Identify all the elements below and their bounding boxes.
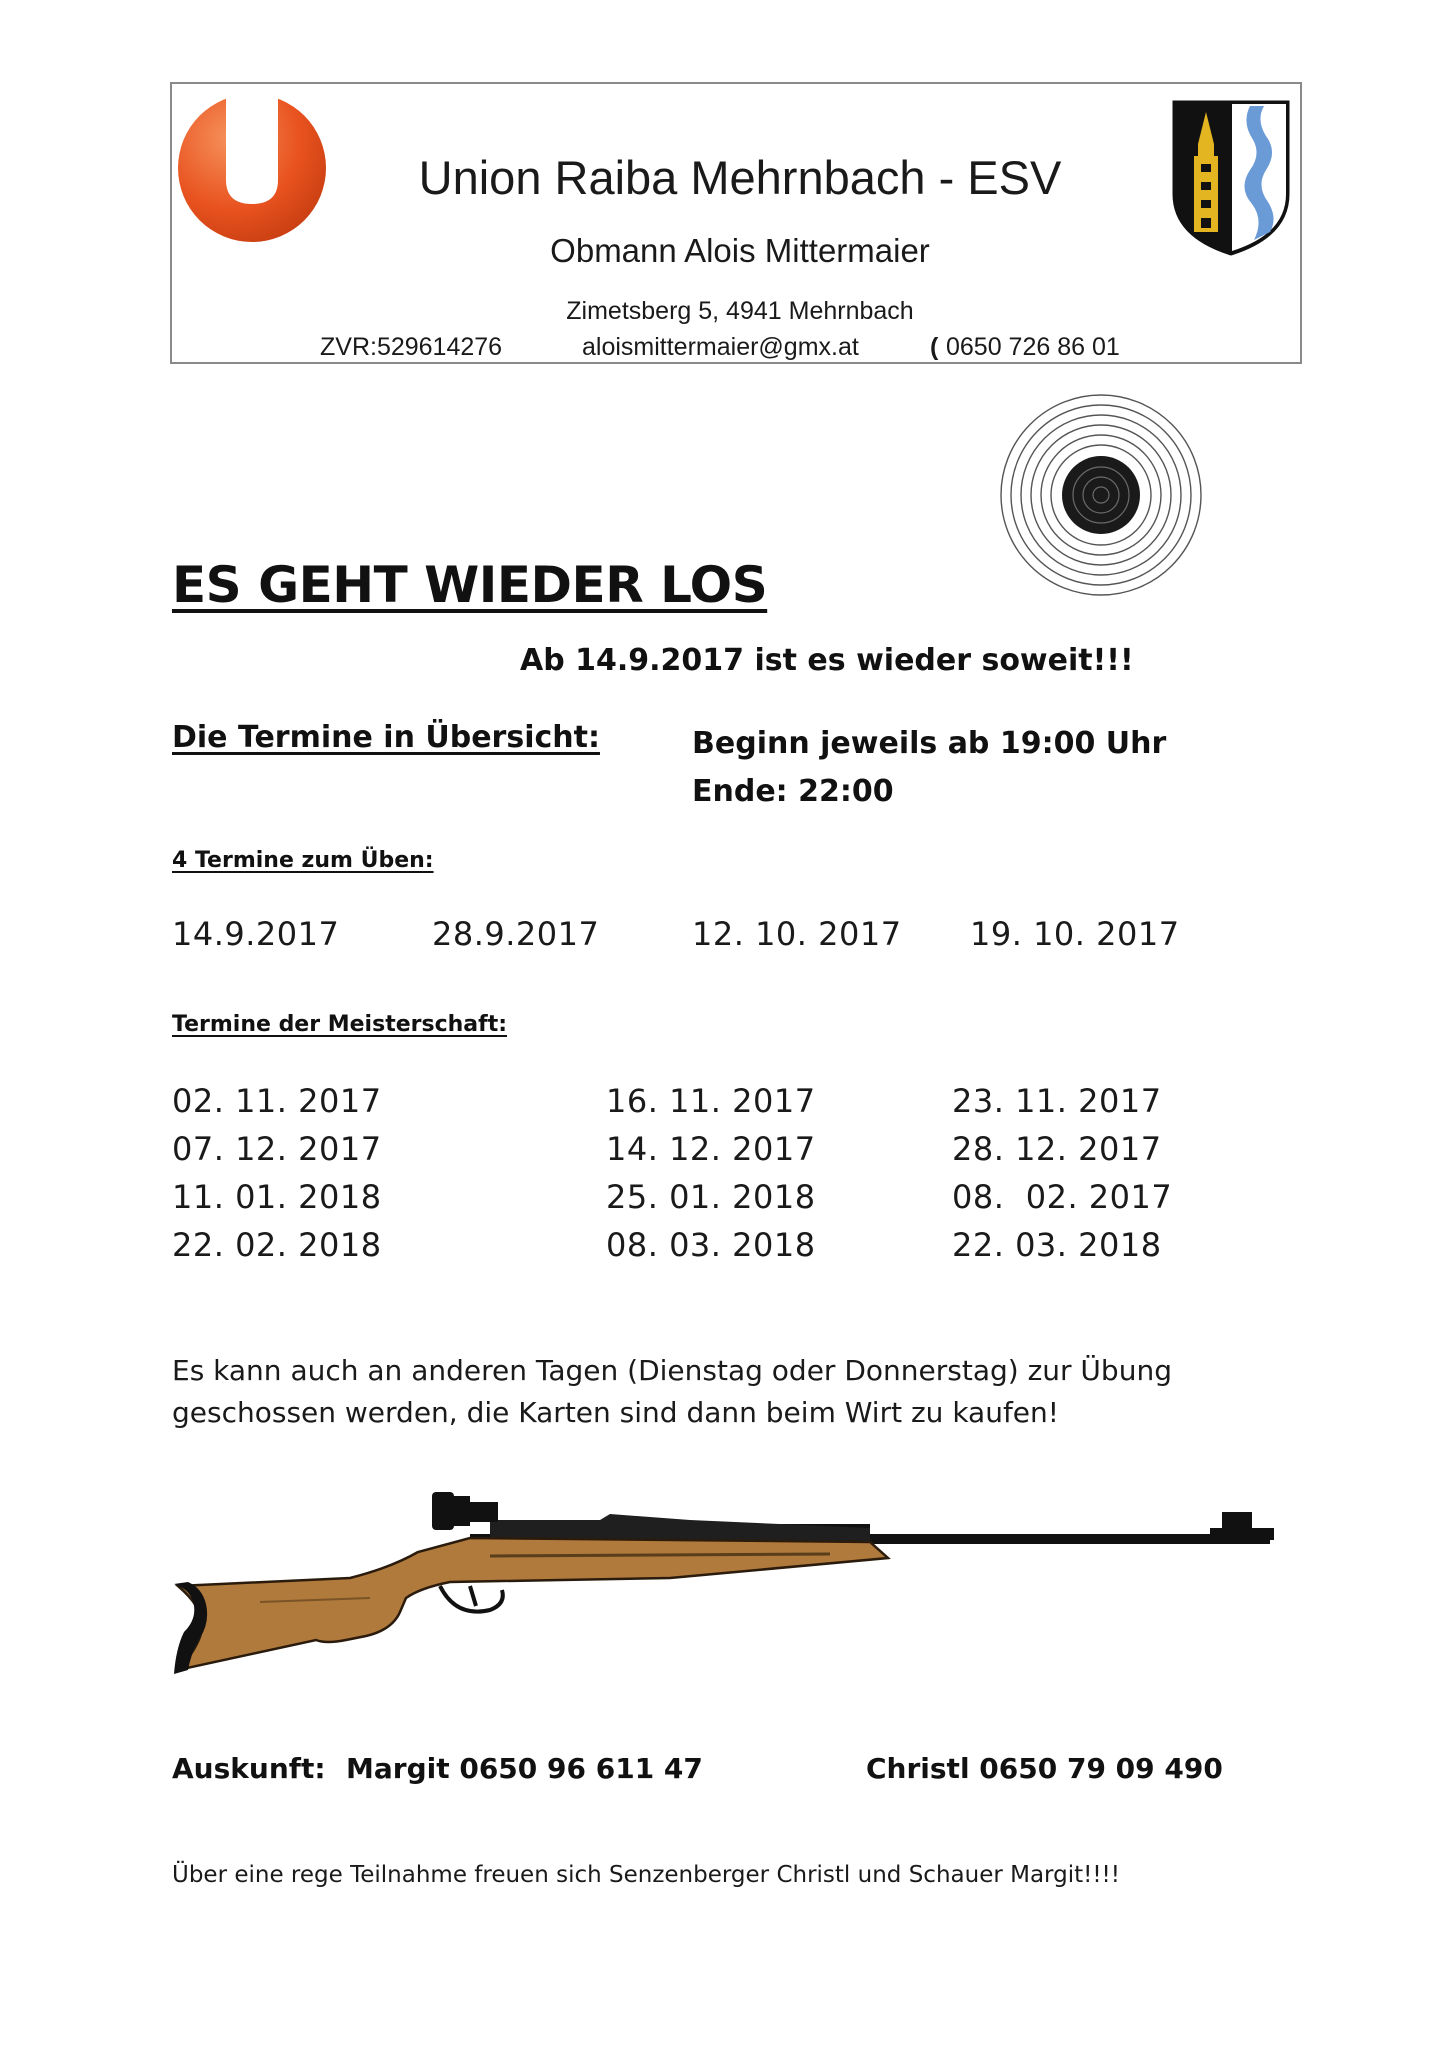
shooting-target-icon bbox=[998, 392, 1204, 598]
championship-date: 23. 11. 2017 bbox=[952, 1082, 1162, 1120]
union-logo bbox=[176, 92, 328, 244]
phone-number: 0650 726 86 01 bbox=[946, 333, 1120, 361]
closing-text: Über eine rege Teilnahme freuen sich Senzenberger Christl und Schauer Margit!!!! bbox=[172, 1862, 1120, 1888]
start-time: Beginn jeweils ab 19:00 Uhr bbox=[692, 726, 1167, 761]
practice-date: 19. 10. 2017 bbox=[970, 915, 1180, 953]
practice-date: 28.9.2017 bbox=[432, 915, 600, 953]
championship-date: 25. 01. 2018 bbox=[606, 1178, 816, 1216]
info-label: Auskunft: bbox=[172, 1752, 326, 1785]
club-address: Zimetsberg 5, 4941 Mehrnbach bbox=[566, 297, 914, 325]
club-name: Union Raiba Mehrnbach - ESV bbox=[418, 151, 1062, 204]
logo-letter: U bbox=[252, 242, 253, 243]
chairman-name: Obmann Alois Mittermaier bbox=[550, 232, 930, 269]
championship-date: 08. 02. 2017 bbox=[952, 1178, 1173, 1216]
championship-label: Termine der Meisterschaft: bbox=[172, 1012, 508, 1037]
subheadline: Ab 14.9.2017 ist es wieder soweit!!! bbox=[520, 643, 1134, 678]
practice-label: 4 Termine zum Üben: bbox=[172, 848, 434, 873]
contact-christl: Christl 0650 79 09 490 bbox=[866, 1752, 1223, 1785]
championship-date: 22. 02. 2018 bbox=[172, 1226, 382, 1264]
championship-date: 02. 11. 2017 bbox=[172, 1082, 382, 1120]
championship-date: 28. 12. 2017 bbox=[952, 1130, 1162, 1168]
overview-label: Die Termine in Übersicht: bbox=[172, 720, 600, 755]
zvr-number: ZVR:529614276 bbox=[320, 333, 503, 361]
practice-date: 14.9.2017 bbox=[172, 915, 340, 953]
headline: ES GEHT WIEDER LOS bbox=[172, 556, 768, 614]
practice-date: 12. 10. 2017 bbox=[692, 915, 902, 953]
time-info bbox=[692, 720, 1166, 816]
practice-note: Es kann auch an anderen Tagen (Dienstag oder Donnerstag) zur Übung geschossen werden, die Karten sind dann beim Wirt zu kaufen! bbox=[172, 1354, 1172, 1429]
championship-date: 22. 03. 2018 bbox=[952, 1226, 1162, 1264]
championship-date: 14. 12. 2017 bbox=[606, 1130, 816, 1168]
championship-date: 16. 11. 2017 bbox=[606, 1082, 816, 1120]
contact-margit: Margit 0650 96 611 47 bbox=[346, 1752, 703, 1785]
championship-date: 07. 12. 2017 bbox=[172, 1130, 382, 1168]
air-rifle-icon bbox=[170, 1490, 1288, 1680]
coat-of-arms-icon bbox=[1170, 98, 1292, 258]
championship-date: 11. 01. 2018 bbox=[172, 1178, 382, 1216]
phone-icon: ( bbox=[930, 333, 939, 361]
end-time: Ende: 22:00 bbox=[692, 774, 894, 809]
email-address: aloismittermaier@gmx.at bbox=[582, 333, 859, 361]
championship-date: 08. 03. 2018 bbox=[606, 1226, 816, 1264]
